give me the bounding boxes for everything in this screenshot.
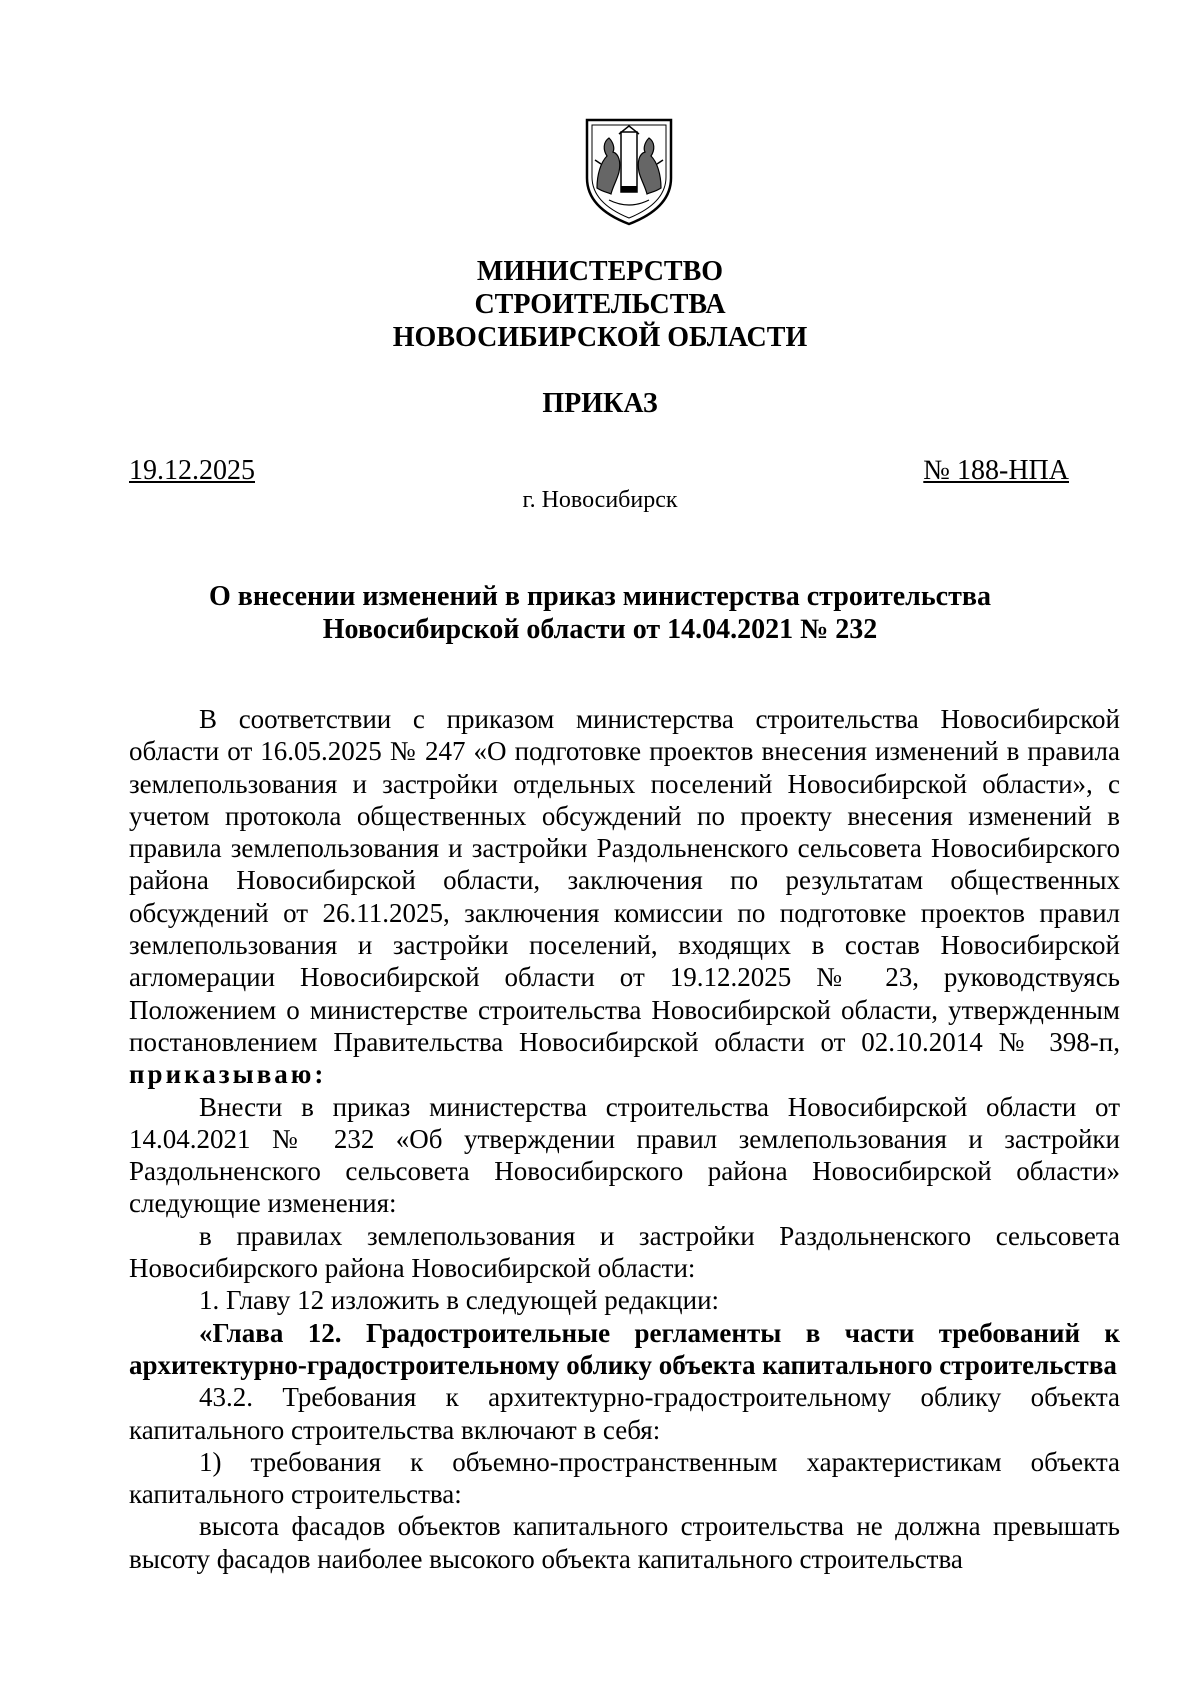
document-body: [129, 703, 1120, 1575]
ministry-name-line2: СТРОИТЕЛЬСТВА: [474, 289, 726, 320]
ministry-name-line3: НОВОСИБИРСКОЙ ОБЛАСТИ: [392, 322, 808, 353]
subject-line2: Новосибирской области от 14.04.2021 № 232: [322, 614, 878, 645]
document-date: 19.12.2025: [129, 455, 255, 486]
paragraph-height: высота фасадов объектов капитального строительства не должна превышать высоту фасадов наиболее высокого объекта капитального строительства: [129, 1511, 1120, 1574]
subject-line1: О внесении изменений в приказ министерства строительства: [209, 581, 991, 612]
paragraph-43-2: 43.2. Требования к архитектурно-градостроительному облику объекта капитального строительства включают в себя:: [129, 1382, 1120, 1445]
ministry-name-line1: МИНИСТЕРСТВО: [476, 256, 724, 287]
paragraph-item-1: 1. Главу 12 изложить в следующей редакции:: [199, 1285, 720, 1316]
paragraph-req-1: 1) требования к объемно-пространственным характеристикам объекта капитального строительства:: [129, 1446, 1120, 1510]
paragraph-preamble: [129, 703, 1120, 1091]
preamble-text: В соответствии с приказом министерства строительства Новосибирской области от 16.05.2025 № 247 «О подготовке проектов внесения изменений в правила землепользования и застройки отдельных поселений Новосибирской области», с учетом протокола общественных обсуждений по проекту внесения изменений в правила землепользования и застройки Раздольненского сельсовета Новосибирского района Новосибирской области, заключения по результатам общественных обсуждений от 26.11.2025, заключения комиссии по подготовке проектов правил землепользования и застройки поселений, входящих в состав Новосибирской агломерации Новосибирской области от 19.12.2025 № 23, руководствуясь Положением о министерстве строительства Новосибирской области, утвержденным постановлением Правительства Новосибирской области от 02.10.2014 № 398-п,: [129, 704, 1120, 1057]
document-number: № 188-НПА: [923, 455, 1069, 486]
paragraph-rules: в правилах землепользования и застройки Раздольненского сельсовета Новосибирского района Новосибирской области:: [129, 1220, 1120, 1284]
paragraph-chapter-title: «Глава 12. Градостроительные регламенты в части требований к архитектурно-градостроительному облику объекта капитального строительства: [129, 1317, 1120, 1380]
order-word: приказываю:: [129, 1059, 327, 1090]
coat-of-arms-icon: [583, 116, 675, 228]
paragraph-amend: Внести в приказ министерства строительства Новосибирской области от 14.04.2021 № 232 «Об утверждении правил землепользования и застройки Раздольненского сельсовета Новосибирского района Новосибирской области» следующие изменения:: [129, 1091, 1120, 1219]
document-type-title: ПРИКАЗ: [542, 388, 658, 419]
document-city: г. Новосибирск: [522, 487, 678, 513]
